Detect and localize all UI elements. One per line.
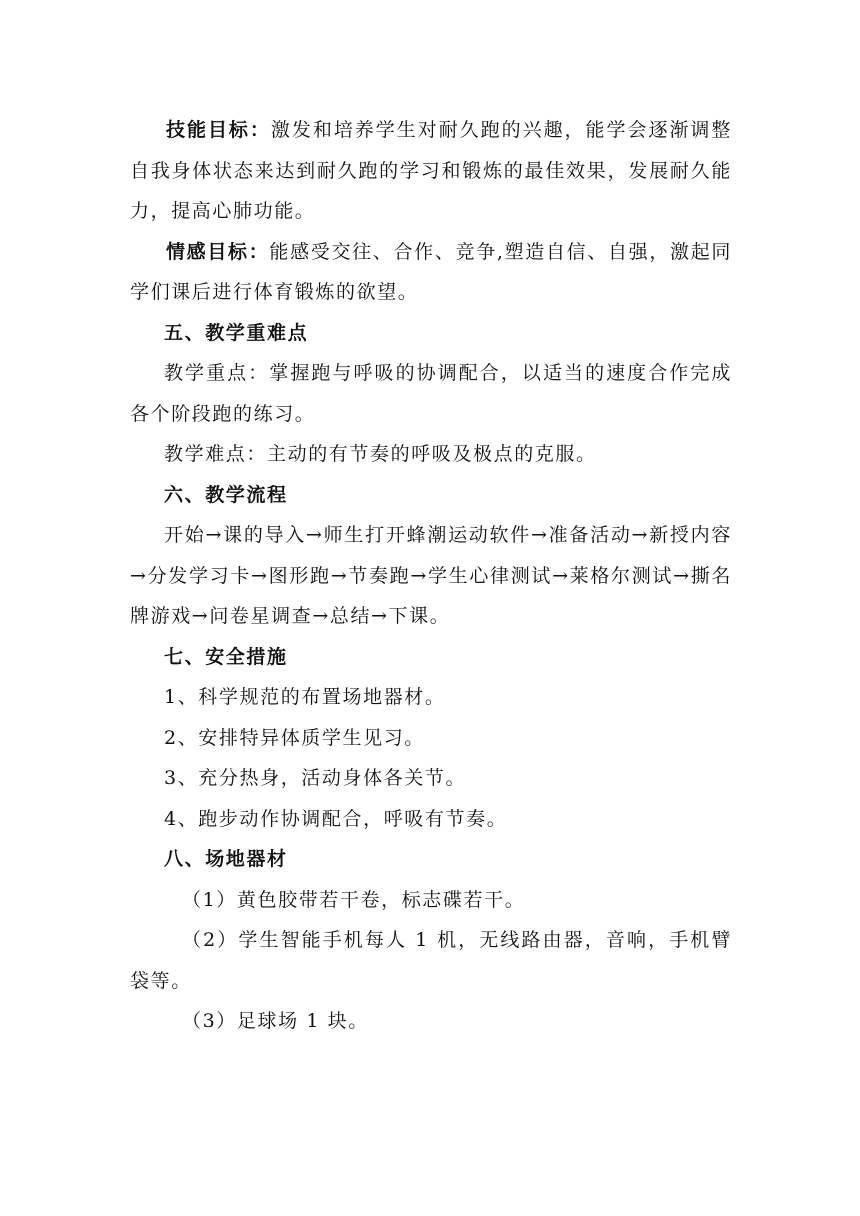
- teaching-difficulty-paragraph: 教学难点：主动的有节奏的呼吸及极点的克服。: [164, 443, 597, 465]
- emotion-goal-text: 能感受交往、合作、竞争,塑造自信、自强，激起同学们课后进行体育锻炼的欲望。: [130, 240, 732, 303]
- equipment-item: （1）黄色胶带若干卷，标志碟若干。: [182, 888, 526, 911]
- teaching-focus-paragraph: 教学重点：掌握跑与呼吸的协调配合，以适当的速度合作完成各个阶段跑的练习。: [130, 362, 732, 425]
- equipment-item: （3）足球场 1 块。: [182, 1010, 369, 1032]
- skill-goal-label: 技能目标：: [166, 119, 271, 141]
- section6-heading: 六、教学流程: [164, 483, 288, 506]
- section8-heading: 八、场地器材: [164, 848, 288, 870]
- teaching-flow-paragraph: 开始→课的导入→师生打开蜂潮运动软件→准备活动→新授内容→分发学习卡→图形跑→节奏跑→学生心律测试→莱格尔测试→撕名牌游戏→问卷星调查→总结→下课。: [130, 524, 732, 627]
- emotion-goal-label: 情感目标：: [166, 240, 270, 263]
- equipment-item: （2）学生智能手机每人 1 机，无线路由器，音响，手机臂袋等。: [130, 929, 732, 992]
- section5-heading: 五、教学重难点: [164, 321, 309, 344]
- skill-goal-text: 激发和培养学生对耐久跑的兴趣，能学会逐渐调整自我身体状态来达到耐久跑的学习和锻炼的最佳效果，发展耐久能力，提高心肺功能。: [130, 119, 732, 222]
- safety-item: 4、跑步动作协调配合，呼吸有节奏。: [164, 807, 508, 830]
- safety-item: 1、科学规范的布置场地器材。: [164, 686, 446, 708]
- skill-goal-paragraph: [130, 110, 732, 232]
- safety-item: 2、安排特异体质学生见习。: [164, 726, 425, 749]
- safety-item: 3、充分热身，活动身体各关节。: [164, 767, 467, 789]
- section7-heading: 七、安全措施: [164, 645, 288, 668]
- document-body: [130, 110, 732, 1042]
- emotion-goal-paragraph: [130, 232, 732, 313]
